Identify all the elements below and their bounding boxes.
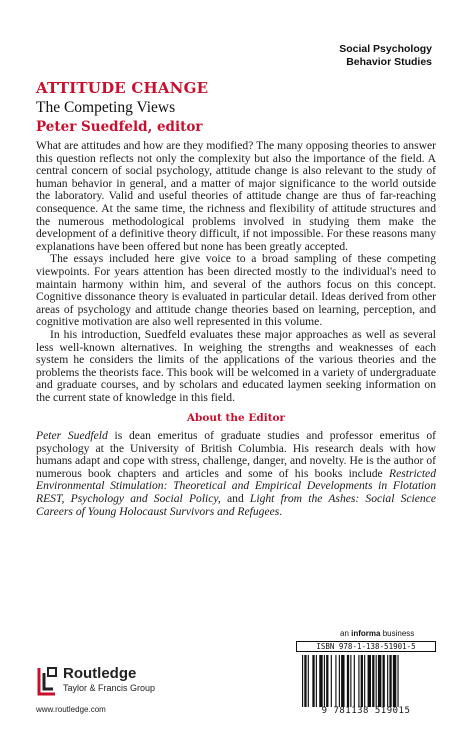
barcode-stripe: [316, 655, 317, 707]
informa-brand: informa: [351, 629, 381, 638]
series-name: [339, 43, 432, 69]
publisher-url: www.routledge.com: [36, 705, 106, 714]
barcode-stripe: [372, 655, 374, 707]
editor-name: Peter Suedfeld: [36, 429, 108, 443]
barcode-stripe: [383, 655, 385, 707]
barcode-stripe: [331, 655, 332, 707]
informa-suffix: business: [380, 629, 415, 638]
bio-text-3: .: [279, 504, 283, 518]
informa-prefix: an: [340, 629, 352, 638]
barcode-stripe: [364, 655, 365, 707]
barcode-stripe: [326, 655, 328, 707]
series-line-1: Social Psychology: [339, 43, 432, 55]
book-list-2: Light from the Ashes: Social Science Careers of Young Holocaust Survivors and Refugees: [36, 492, 436, 518]
barcode-bars: [302, 655, 430, 707]
barcode-stripe: [341, 655, 344, 707]
barcode-stripe: [319, 655, 322, 707]
barcode-block: [296, 641, 436, 720]
barcode-stripe: [378, 655, 381, 707]
barcode-stripe: [387, 655, 388, 707]
barcode-stripe: [324, 655, 325, 707]
barcode-stripe: [397, 655, 398, 707]
barcode-stripe: [361, 655, 363, 707]
informa-line: [340, 629, 414, 638]
publisher-name: Routledge: [63, 665, 137, 682]
barcode-stripe: [339, 655, 340, 707]
publisher-group: Taylor & Francis Group: [63, 683, 156, 693]
description-paragraph-3: In his introduction, Suedfeld evaluates these major approaches as well as several less well-known alternatives. In weighing the strengths and weaknesses of each system he considers the limits of the applications of the various theories and the problems the theorists face. This book will be welcomed in a variety of undergraduate and graduate courses, and by scholars and educated laymen seeking information on the current state of knowledge in this field.: [36, 327, 436, 404]
description-paragraph-2: The essays included here give voice to a broad sampling of these competing viewpoints. For years attention has been directed mostly to the individual's need to maintain harmony within him, and several of the authors focus on this concept. Cognitive dissonance theory is evaluated in particular detail. Ideas derived from other areas of psychology and attitude change theories based on learning, perception, and cognitive motivation are also well represented in this volume.: [36, 252, 436, 329]
barcode-stripe: [304, 655, 306, 707]
description-paragraph-1: What are attitudes and how are they modified? The many opposing theories to answer this question reflects not only the complexity but also the importance of the field. A central concern of social psychology, attitude change is also relevant to the study of human behavior in general, and a matter of major significance to the world outside the laboratory. Valid and useful theories of attitude change are thus of far-reaching consequence. At the same time, the richness and flexibility of attitude structures and the numerous methodological problems involved in studying them make the development of a definitive theory difficult, if not impossible. For these reasons many explanations have been offered but none has been greatly accepted.: [36, 139, 436, 253]
bio-text-2: and: [220, 492, 250, 506]
barcode-stripe: [389, 655, 391, 707]
book-list-1: Restricted Environmental Stimulation: Theoretical and Empirical Developments in Flotation REST, Psychology and Social Policy,: [36, 466, 436, 506]
barcode-stripe: [312, 655, 314, 707]
about-editor-section: [36, 430, 436, 518]
book-editor: Peter Suedfeld, editor: [36, 119, 203, 135]
barcode-stripe: [350, 655, 351, 707]
barcode-stripe: [354, 655, 355, 707]
about-editor-paragraph: [36, 430, 436, 518]
bio-text-1: is dean emeritus of graduate studies and professor emeritus of psychology at the University of British Columbia. His research deals with how humans adapt and cope with stress, challenge, danger, and novelty. He is the author of numerous book chapters and articles and some of his books include: [36, 429, 436, 480]
book-subtitle: The Competing Views: [36, 99, 176, 116]
barcode-stripe: [302, 655, 303, 707]
isbn-label: ISBN 978-1-138-51901-5: [296, 641, 436, 652]
barcode-digits: 9 781138 519015: [321, 706, 411, 716]
barcode-stripe: [347, 655, 349, 707]
series-line-2: Behavior Studies: [346, 56, 432, 68]
back-cover-text: [36, 140, 436, 518]
routledge-logo-icon: [36, 666, 58, 696]
about-editor-heading: About the Editor: [186, 412, 286, 425]
publisher-logo: [36, 666, 156, 700]
barcode-stripe: [308, 655, 309, 707]
book-title: ATTITUDE CHANGE: [36, 79, 209, 97]
barcode-stripe: [358, 655, 359, 707]
barcode-stripe: [376, 655, 377, 707]
barcode-stripe: [393, 655, 396, 707]
barcode-stripe: [368, 655, 371, 707]
barcode-stripe: [335, 655, 336, 707]
